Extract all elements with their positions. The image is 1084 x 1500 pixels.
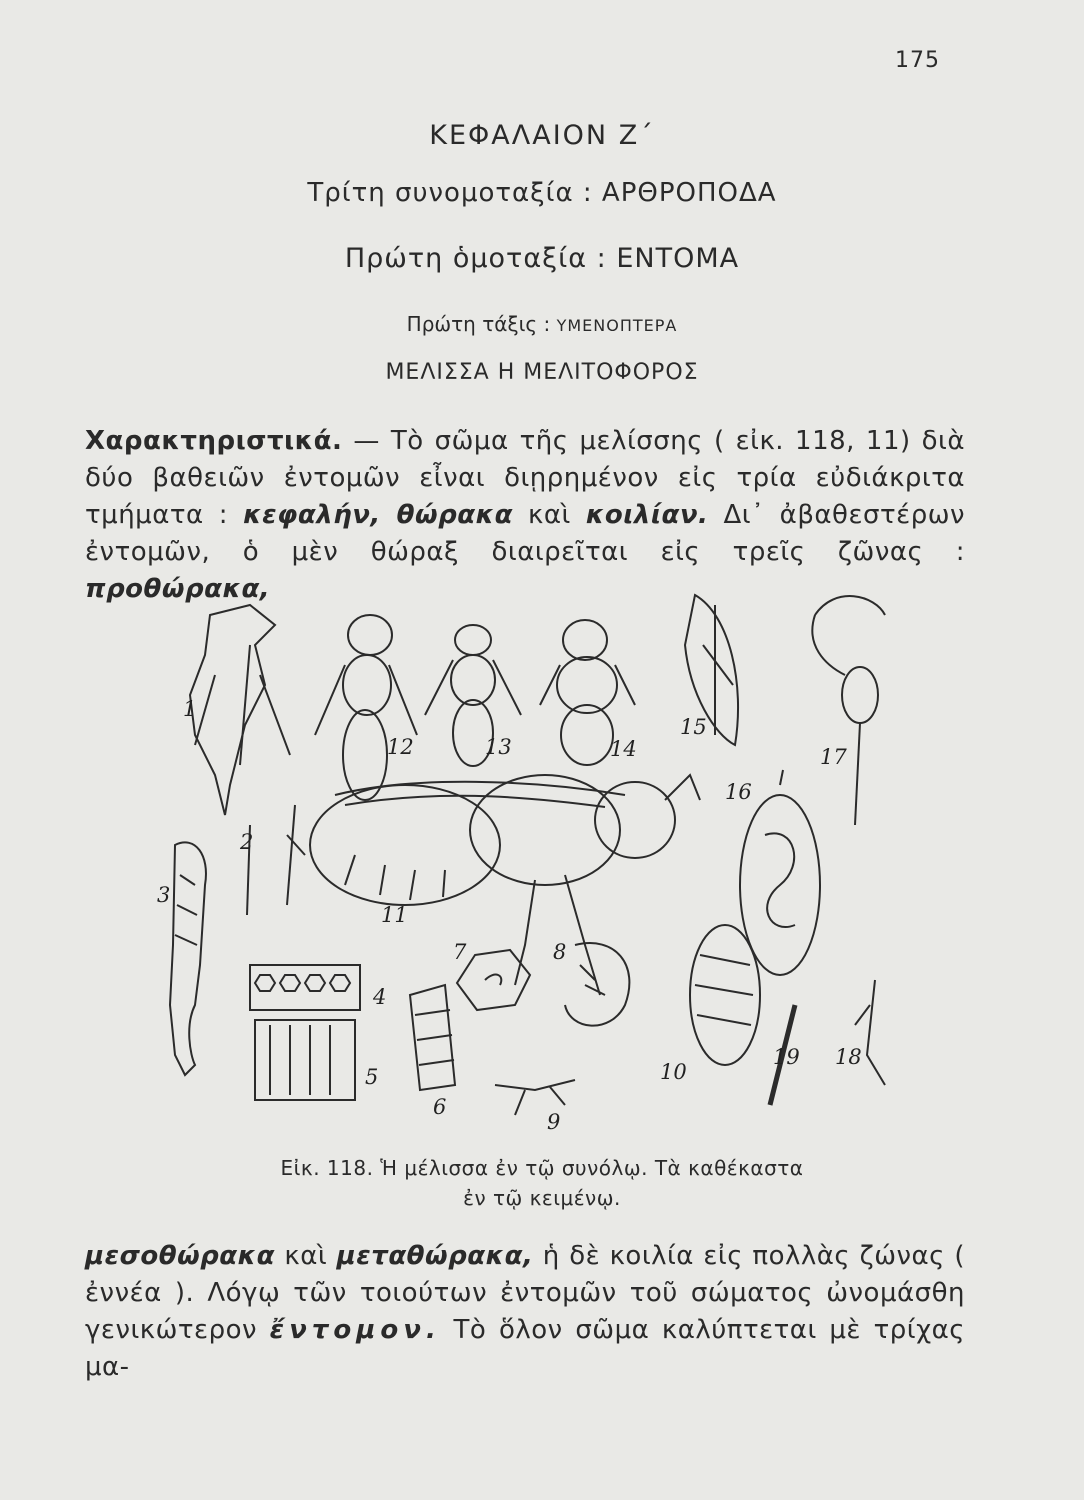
term-abdomen: κοιλίαν. [585,500,709,530]
figure-label: 6 [433,1095,447,1119]
page-number: 175 [895,48,940,73]
caption-line: Εἰκ. 118. Ἡ μέλισσα ἐν τῷ συνόλῳ. Τὰ καθέκαστα [280,1156,804,1180]
figure-label: 2 [240,830,254,854]
figure-label: 12 [387,735,414,759]
paragraph-characteristics [85,423,965,608]
paragraph-text: καὶ [512,500,586,530]
figure-label: 8 [553,940,567,964]
term-thorax: θώρακα [380,500,513,530]
leg-drawing [170,842,206,1075]
figure-label: 3 [157,883,171,907]
figure-label: 7 [453,940,467,964]
figure-label: 1 [183,697,197,721]
paragraph-continuation [85,1238,965,1386]
hex-cell-drawing [457,950,530,1010]
worker-bee-drawing [310,775,700,995]
cell-wall-drawing [410,985,455,1090]
term-prothorax: προθώρακα, [85,574,271,604]
figure-label: 17 [820,745,847,769]
phylum-heading: Τρίτη συνομοταξία : ΑΡΘΡΟΠΟΔΑ [307,178,777,208]
gland-drawing [812,596,885,825]
figure-label: 5 [365,1065,379,1089]
order-prefix: Πρώτη τάξις : [406,312,551,336]
term-metathorax: μεταθώρακα, [336,1241,534,1271]
sting-drawing [247,805,305,915]
hook-drawing [855,980,885,1085]
chapter-title: ΚΕΦΑΛΑΙΟΝ Ζ΄ [429,120,655,151]
term-entomon: ἔντομον. [269,1315,441,1345]
species-title: ΜΕΛΙΣΣΑ Η ΜΕΛΙΤΟΦΟΡΟΣ [385,360,699,385]
figure-label: 4 [373,985,387,1009]
term-mesothorax: μεσοθώρακα [85,1241,275,1271]
honeycomb-drawing [250,965,360,1010]
figure-label: 9 [547,1110,561,1134]
paragraph-text: — Τὸ σῶμα τῆς μελίσσης ( εἰκ. 118, 11) διὰ δύο βαθειῶν ἐντομῶν εἶναι διῃρημένον εἰς τρία εὐδιάκριτα τμήματα : [85,426,965,530]
order-heading [0,312,1084,336]
figure-label: 11 [381,903,408,927]
figure-label: 18 [835,1045,862,1069]
paragraph-text: καὶ [274,1241,337,1271]
caption-line: ἐν τῷ κειμένῳ. [463,1186,621,1210]
term-head: κεφαλήν, [243,500,381,530]
order-name: ΥΜΕΝΟΠΤΕΡΑ [556,316,678,335]
class-heading: Πρώτη ὁμοταξία : ΕΝΤΟΜΑ [344,243,740,274]
mouthparts-drawing [190,605,290,815]
cell-larva-drawing [740,770,820,975]
figure-label: 15 [680,715,707,739]
queen-bee-drawing [315,615,417,800]
bee-illustration [155,585,935,1140]
figure-label: 13 [485,735,512,759]
paragraph-text: Δι᾽ ἀβαθεστέρων ἐντομῶν, ὁ μὲν θώραξ διαιρεῖται εἰς τρεῖς ζῶνας : [85,500,965,567]
figure-caption [0,1153,1084,1213]
comb-section-drawing [255,1020,355,1100]
figure-label: 16 [725,780,752,804]
paragraph-heading: Χαρακτηριστικά. [85,426,343,456]
bee-figure [155,585,935,1140]
paragraph-text: ἡ δὲ κοιλία εἰς πολλὰς ζώνας ( ἐννέα ). Λόγῳ τῶν τοιούτων ἐντομῶν τοῦ σώματος ὠνομάσθη γενικώτερον [85,1241,966,1345]
figure-label: 10 [660,1060,687,1084]
pupa-drawing [690,925,760,1065]
figure-label: 19 [773,1045,800,1069]
figure-label: 14 [610,737,637,761]
paragraph-text: Τὸ ὅλον σῶμα καλύπτεται μὲ τρίχας μα- [85,1315,966,1382]
trachea-drawing [495,1080,575,1115]
